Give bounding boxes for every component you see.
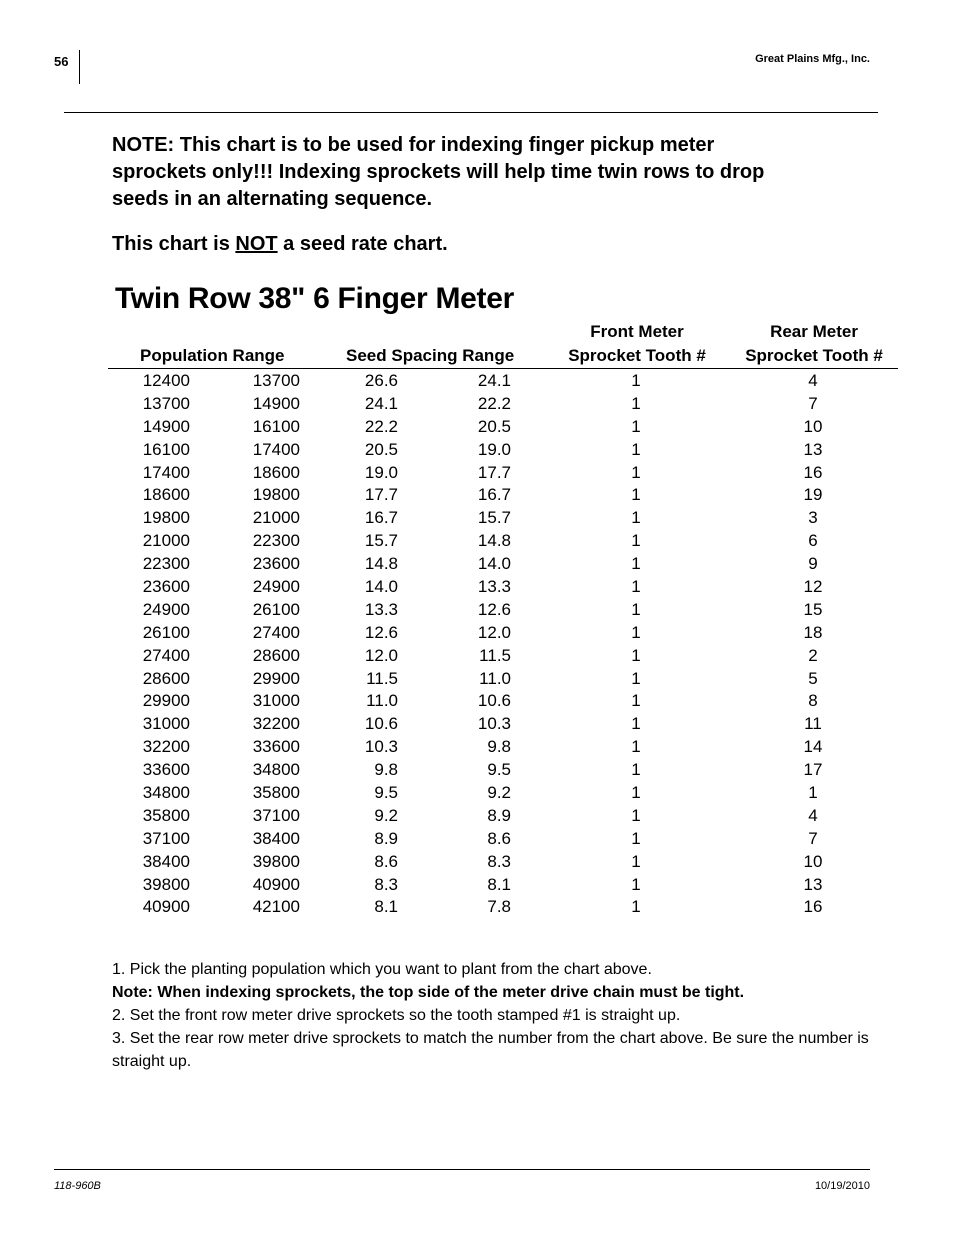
rear-tooth-cell: 17 (803, 760, 823, 780)
instruction-step-3: 3. Set the rear row meter drive sprockets to match the number from the chart above. Be sure the number is straight up. (112, 1030, 869, 1070)
pop-to-cell: 33600 (252, 737, 300, 757)
spacing-from-cell: 9.8 (374, 760, 398, 780)
pop-to-cell: 35800 (252, 783, 300, 803)
spacing-from-cell: 14.8 (364, 554, 398, 574)
spacing-to-cell: 12.0 (477, 622, 511, 642)
pop-from-cell: 26100 (142, 622, 190, 642)
instruction-step-1: 1. Pick the planting population which you want to plant from the chart above. (112, 961, 652, 978)
pop-from-cell: 21000 (142, 531, 190, 551)
front-tooth-cell: 1 (631, 554, 641, 574)
spacing-from-cell: 8.3 (374, 874, 398, 894)
spacing-to-cell: 7.8 (487, 897, 511, 917)
table-row (0, 462, 954, 485)
spacing-to-cell: 8.9 (487, 805, 511, 825)
header-rule (64, 112, 878, 113)
pop-from-cell: 38400 (142, 851, 190, 871)
header-rear-line1: Rear Meter (770, 322, 858, 341)
pop-from-cell: 33600 (142, 760, 190, 780)
rear-tooth-cell: 7 (808, 828, 818, 848)
header-seed-spacing: Seed Spacing Range (346, 346, 515, 365)
footer-rule (54, 1169, 870, 1170)
spacing-to-cell: 14.0 (477, 554, 511, 574)
front-tooth-cell: 1 (631, 393, 641, 413)
table-row (0, 484, 954, 507)
spacing-to-cell: 11.0 (479, 668, 511, 688)
pop-to-cell: 24900 (252, 577, 300, 597)
pop-from-cell: 19800 (142, 508, 190, 528)
front-tooth-cell: 1 (631, 531, 641, 551)
rear-tooth-cell: 8 (808, 691, 818, 711)
spacing-from-cell: 10.6 (364, 714, 398, 734)
spacing-to-cell: 24.1 (477, 371, 511, 390)
pop-to-cell: 16100 (252, 416, 300, 436)
pop-from-cell: 18600 (142, 485, 190, 505)
table-row (0, 599, 954, 622)
spacing-from-cell: 13.3 (364, 599, 398, 619)
not-seed-rate-notice (112, 233, 448, 256)
spacing-to-cell: 22.2 (477, 393, 511, 413)
spacing-from-cell: 8.1 (374, 897, 398, 917)
spacing-to-cell: 8.1 (487, 874, 511, 894)
rear-tooth-cell: 18 (803, 622, 823, 642)
rear-tooth-cell: 16 (803, 462, 823, 482)
pop-from-cell: 28600 (142, 668, 190, 688)
rear-tooth-cell: 2 (808, 645, 818, 665)
table-row (0, 736, 954, 759)
table-row (0, 645, 954, 668)
pop-to-cell: 29900 (252, 668, 300, 688)
rear-tooth-cell: 19 (803, 485, 823, 505)
pop-to-cell: 13700 (252, 371, 300, 390)
chart-title: Twin Row 38" 6 Finger Meter (115, 282, 514, 315)
rear-tooth-cell: 4 (808, 371, 818, 390)
table-row (0, 576, 954, 599)
indexing-note: NOTE: This chart is to be used for indexing finger pickup meter sprockets only!!! Indexing sprockets will help time twin rows to drop seeds in an alternating sequence. (112, 134, 765, 210)
spacing-to-cell: 8.6 (487, 828, 511, 848)
pop-from-cell: 40900 (142, 897, 190, 917)
front-tooth-cell: 1 (631, 783, 641, 803)
table-row (0, 622, 954, 645)
front-tooth-cell: 1 (631, 851, 641, 871)
header-rear-line2: Sprocket Tooth # (745, 346, 883, 365)
table-row (0, 530, 954, 553)
revision-date: 10/19/2010 (814, 1180, 870, 1192)
rear-tooth-cell: 3 (808, 508, 818, 528)
rear-tooth-cell: 15 (803, 599, 823, 619)
front-tooth-cell: 1 (631, 874, 641, 894)
instructions (112, 958, 872, 1073)
instruction-step-2: 2. Set the front row meter drive sprockets so the tooth stamped #1 is straight up. (112, 1007, 681, 1024)
pop-from-cell: 27400 (142, 645, 190, 665)
pop-to-cell: 42100 (252, 897, 300, 917)
spacing-to-cell: 14.8 (477, 531, 511, 551)
pop-to-cell: 34800 (252, 760, 300, 780)
pop-to-cell: 14900 (252, 393, 300, 413)
spacing-to-cell: 10.6 (477, 691, 511, 711)
spacing-from-cell: 20.5 (364, 439, 398, 459)
notice-suffix: a seed rate chart. (277, 233, 448, 255)
table-header-rule (108, 368, 898, 369)
front-tooth-cell: 1 (631, 714, 641, 734)
pop-from-cell: 31000 (142, 714, 190, 734)
rear-tooth-cell: 13 (803, 874, 823, 894)
pop-to-cell: 17400 (252, 439, 300, 459)
table-row (0, 507, 954, 530)
pop-from-cell: 17400 (142, 462, 190, 482)
pop-from-cell: 13700 (142, 393, 190, 413)
spacing-from-cell: 17.7 (364, 485, 398, 505)
pop-from-cell: 34800 (142, 783, 190, 803)
rear-tooth-cell: 1 (808, 783, 818, 803)
pop-from-cell: 23600 (142, 577, 190, 597)
table-row (0, 668, 954, 691)
spacing-to-cell: 13.3 (477, 577, 511, 597)
spacing-to-cell: 19.0 (477, 439, 511, 459)
rear-tooth-cell: 10 (803, 416, 823, 436)
spacing-to-cell: 17.7 (477, 462, 511, 482)
spacing-from-cell: 8.9 (374, 828, 398, 848)
pop-from-cell: 32200 (142, 737, 190, 757)
front-tooth-cell: 1 (631, 668, 641, 688)
spacing-from-cell: 10.3 (364, 737, 398, 757)
rear-tooth-cell: 6 (808, 531, 818, 551)
notice-emphasis: NOT (235, 233, 278, 255)
spacing-to-cell: 10.3 (477, 714, 511, 734)
table-row (0, 782, 954, 805)
pop-from-cell: 29900 (142, 691, 190, 711)
pop-to-cell: 38400 (252, 828, 300, 848)
table-row (0, 393, 954, 416)
header-front-line1: Front Meter (590, 322, 684, 341)
instruction-note: Note: When indexing sprockets, the top side of the meter drive chain must be tight. (112, 984, 745, 1001)
pop-from-cell: 35800 (142, 805, 190, 825)
pop-to-cell: 23600 (252, 554, 300, 574)
spacing-to-cell: 11.5 (479, 645, 511, 665)
front-tooth-cell: 1 (631, 897, 641, 917)
spacing-to-cell: 20.5 (477, 416, 511, 436)
front-tooth-cell: 1 (631, 760, 641, 780)
table-row (0, 416, 954, 439)
front-tooth-cell: 1 (631, 508, 641, 528)
spacing-to-cell: 8.3 (487, 851, 511, 871)
front-tooth-cell: 1 (631, 828, 641, 848)
pop-to-cell: 37100 (252, 805, 300, 825)
pop-from-cell: 39800 (142, 874, 190, 894)
front-tooth-cell: 1 (631, 371, 641, 390)
spacing-to-cell: 16.7 (477, 485, 511, 505)
front-tooth-cell: 1 (631, 645, 641, 665)
pop-to-cell: 39800 (252, 851, 300, 871)
spacing-to-cell: 15.7 (477, 508, 511, 528)
table-row (0, 805, 954, 828)
table-body (0, 370, 954, 919)
rear-tooth-cell: 10 (803, 851, 823, 871)
spacing-from-cell: 9.5 (374, 783, 398, 803)
pop-to-cell: 21000 (252, 508, 300, 528)
pop-to-cell: 27400 (252, 622, 300, 642)
pop-to-cell: 28600 (252, 645, 300, 665)
table-row (0, 851, 954, 874)
spacing-from-cell: 22.2 (364, 416, 398, 436)
table-row (0, 690, 954, 713)
spacing-from-cell: 26.6 (364, 371, 398, 390)
front-tooth-cell: 1 (631, 416, 641, 436)
pop-to-cell: 19800 (252, 485, 300, 505)
spacing-from-cell: 12.6 (364, 622, 398, 642)
spacing-from-cell: 14.0 (364, 577, 398, 597)
spacing-from-cell: 11.0 (366, 691, 398, 711)
front-tooth-cell: 1 (631, 737, 641, 757)
spacing-from-cell: 12.0 (364, 645, 398, 665)
front-tooth-cell: 1 (631, 485, 641, 505)
rear-tooth-cell: 9 (808, 554, 818, 574)
spacing-from-cell: 24.1 (364, 393, 398, 413)
pop-from-cell: 24900 (142, 599, 190, 619)
front-tooth-cell: 1 (631, 805, 641, 825)
rear-tooth-cell: 14 (803, 737, 823, 757)
company-name: Great Plains Mfg., Inc. (755, 53, 870, 65)
front-tooth-cell: 1 (631, 462, 641, 482)
front-tooth-cell: 1 (631, 691, 641, 711)
header-population: Population Range (140, 346, 285, 365)
table-row (0, 370, 954, 393)
rear-tooth-cell: 16 (803, 897, 823, 917)
spacing-from-cell: 8.6 (374, 851, 398, 871)
table-row (0, 439, 954, 462)
spacing-from-cell: 9.2 (374, 805, 398, 825)
header-front-line2: Sprocket Tooth # (568, 346, 706, 365)
front-tooth-cell: 1 (631, 439, 641, 459)
pop-to-cell: 32200 (252, 714, 300, 734)
rear-tooth-cell: 13 (803, 439, 823, 459)
table-row (0, 713, 954, 736)
pop-from-cell: 16100 (142, 439, 190, 459)
table-row (0, 828, 954, 851)
notice-prefix: This chart is (112, 233, 236, 255)
pop-from-cell: 14900 (142, 416, 190, 436)
spacing-from-cell: 15.7 (364, 531, 398, 551)
table-row (0, 874, 954, 897)
pop-from-cell: 22300 (142, 554, 190, 574)
spacing-from-cell: 16.7 (364, 508, 398, 528)
pop-to-cell: 31000 (252, 691, 300, 711)
rear-tooth-cell: 4 (808, 805, 818, 825)
pop-to-cell: 22300 (252, 531, 300, 551)
pop-to-cell: 18600 (252, 462, 300, 482)
rear-tooth-cell: 7 (808, 393, 818, 413)
table-row (0, 759, 954, 782)
spacing-to-cell: 12.6 (477, 599, 511, 619)
page-number-divider (79, 50, 80, 84)
front-tooth-cell: 1 (631, 577, 641, 597)
page-number: 56 (54, 54, 69, 69)
rear-tooth-cell: 11 (804, 714, 822, 734)
rear-tooth-cell: 5 (808, 668, 818, 688)
spacing-from-cell: 11.5 (366, 668, 398, 688)
spacing-to-cell: 9.5 (487, 760, 511, 780)
document-number: 118-960B (54, 1180, 101, 1192)
spacing-from-cell: 19.0 (364, 462, 398, 482)
table-row (0, 553, 954, 576)
pop-to-cell: 40900 (252, 874, 300, 894)
spacing-to-cell: 9.2 (487, 783, 511, 803)
spacing-to-cell: 9.8 (487, 737, 511, 757)
rear-tooth-cell: 12 (803, 577, 823, 597)
pop-to-cell: 26100 (252, 599, 300, 619)
pop-from-cell: 12400 (142, 371, 190, 390)
front-tooth-cell: 1 (631, 622, 641, 642)
pop-from-cell: 37100 (142, 828, 190, 848)
front-tooth-cell: 1 (631, 599, 641, 619)
table-row (0, 896, 954, 919)
